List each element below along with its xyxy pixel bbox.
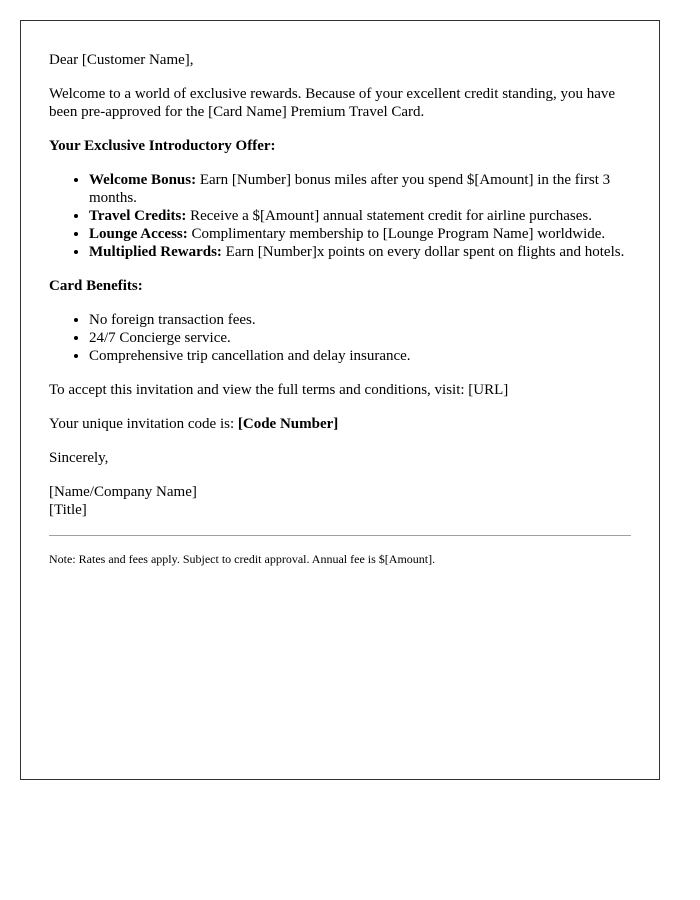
offer-item-multiplied-rewards bbox=[89, 243, 631, 261]
offer-item-travel-credits bbox=[89, 207, 631, 225]
invitation-code: [Code Number] bbox=[237, 416, 339, 432]
benefit-item: • Comprehensive trip cancellation and delay insurance. bbox=[89, 347, 631, 365]
benefits-list bbox=[49, 311, 631, 365]
benefits-heading: Card Benefits: bbox=[49, 278, 143, 294]
signature-title: [Title] bbox=[49, 502, 87, 518]
offer-item-label: Travel Credits: bbox=[89, 208, 187, 224]
offer-item-label: Welcome Bonus: bbox=[89, 172, 197, 188]
offer-list bbox=[49, 171, 631, 261]
greeting: Dear [Customer Name], bbox=[49, 52, 194, 68]
signature-block bbox=[49, 483, 631, 519]
offer-item-text: Complimentary membership to [Lounge Program Name] worldwide. bbox=[187, 226, 606, 242]
divider bbox=[49, 535, 631, 536]
offer-item-lounge-access bbox=[89, 225, 631, 243]
offer-item-label: Multiplied Rewards: bbox=[89, 244, 222, 260]
closing: Sincerely, bbox=[49, 450, 109, 466]
offer-item-text: Earn [Number]x points on every dollar spent on flights and hotels. bbox=[221, 244, 625, 260]
offer-heading: Your Exclusive Introductory Offer: bbox=[49, 138, 276, 154]
accept-paragraph: To accept this invitation and view the full terms and conditions, visit: [URL] bbox=[49, 382, 509, 398]
signature-name: [Name/Company Name] bbox=[49, 484, 197, 500]
letter-container bbox=[20, 20, 660, 780]
invitation-code-paragraph bbox=[49, 415, 631, 433]
invitation-code-prefix: Your unique invitation code is: bbox=[49, 416, 238, 432]
benefit-item: • 24/7 Concierge service. bbox=[89, 329, 631, 347]
offer-item-text: Receive a $[Amount] annual statement credit for airline purchases. bbox=[186, 208, 593, 224]
offer-item-text: Earn [Number] bonus miles after you spend $[Amount] in the first 3 months. bbox=[89, 172, 611, 206]
intro-paragraph: Welcome to a world of exclusive rewards. Because of your excellent credit standing, you have been pre-approved for the [Card Name] Premium Travel Card. bbox=[49, 86, 616, 120]
benefit-item: • No foreign transaction fees. bbox=[89, 311, 631, 329]
offer-item-label: Lounge Access: bbox=[89, 226, 188, 242]
offer-item-welcome-bonus bbox=[89, 171, 631, 207]
footnote: Note: Rates and fees apply. Subject to credit approval. Annual fee is $[Amount]. bbox=[49, 552, 436, 566]
